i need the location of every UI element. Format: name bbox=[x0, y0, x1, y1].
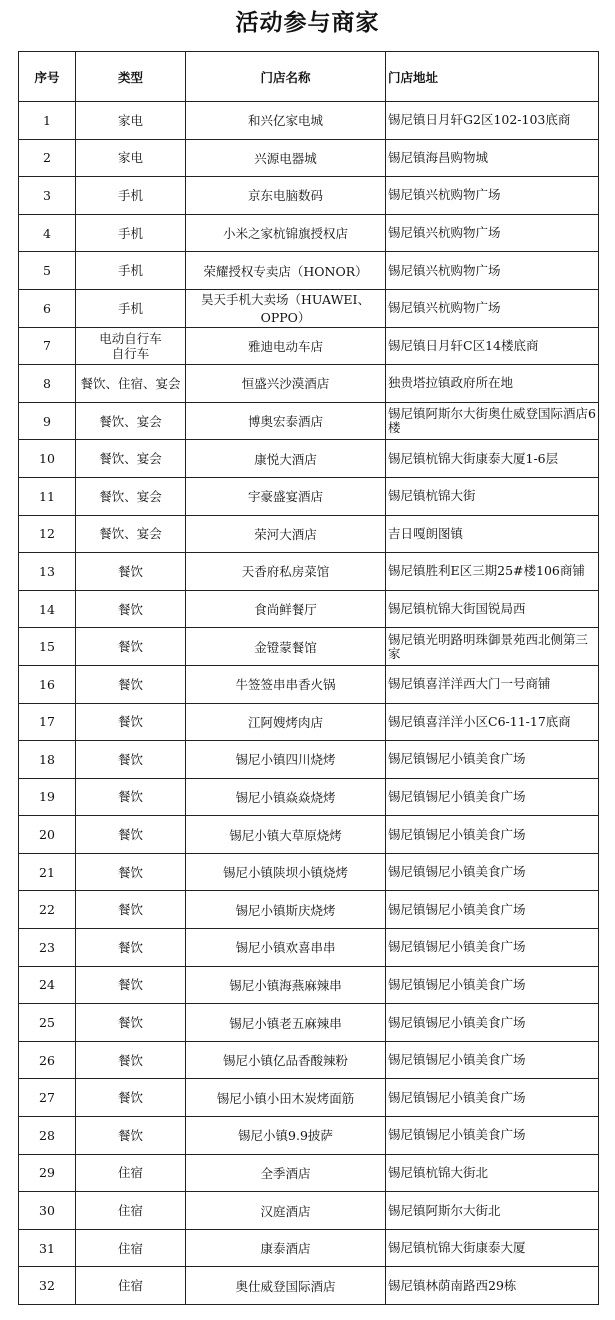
table-row bbox=[19, 929, 599, 967]
cell-store-address: 独贵塔拉镇政府所在地 bbox=[386, 365, 599, 403]
cell-type: 住宿 bbox=[76, 1267, 186, 1305]
cell-store-name: 锡尼小镇海燕麻辣串 bbox=[186, 966, 386, 1004]
cell-index: 30 bbox=[19, 1192, 76, 1230]
cell-store-name: 荣河大酒店 bbox=[186, 515, 386, 553]
merchant-table bbox=[18, 51, 599, 1305]
cell-index: 2 bbox=[19, 139, 76, 177]
cell-store-name: 天香府私房菜馆 bbox=[186, 553, 386, 591]
cell-store-name: 和兴亿家电城 bbox=[186, 102, 386, 140]
table-row bbox=[19, 402, 599, 440]
table-row bbox=[19, 327, 599, 365]
table-row bbox=[19, 289, 599, 327]
cell-store-name: 锡尼小镇老五麻辣串 bbox=[186, 1004, 386, 1042]
cell-store-name: 恒盛兴沙漠酒店 bbox=[186, 365, 386, 403]
table-row bbox=[19, 1229, 599, 1267]
cell-type: 餐饮 bbox=[76, 966, 186, 1004]
cell-type: 住宿 bbox=[76, 1154, 186, 1192]
cell-store-name: 荣耀授权专卖店（HONOR） bbox=[186, 252, 386, 290]
cell-index: 25 bbox=[19, 1004, 76, 1042]
cell-store-name: 雅迪电动车店 bbox=[186, 327, 386, 365]
cell-index: 23 bbox=[19, 929, 76, 967]
cell-store-address: 锡尼镇锡尼小镇美食广场 bbox=[386, 1079, 599, 1117]
cell-store-address: 锡尼镇阿斯尔大街奥仕威登国际酒店6楼 bbox=[386, 402, 599, 440]
cell-index: 28 bbox=[19, 1117, 76, 1155]
cell-index: 26 bbox=[19, 1041, 76, 1079]
table-row bbox=[19, 703, 599, 741]
cell-store-address: 锡尼镇杭锦大街康泰大厦 bbox=[386, 1229, 599, 1267]
cell-store-address: 锡尼镇杭锦大街康泰大厦1-6层 bbox=[386, 440, 599, 478]
table-header-row bbox=[19, 52, 599, 102]
cell-type: 家电 bbox=[76, 139, 186, 177]
cell-index: 16 bbox=[19, 665, 76, 703]
table-row bbox=[19, 853, 599, 891]
cell-store-address: 锡尼镇兴杭购物广场 bbox=[386, 214, 599, 252]
table-row bbox=[19, 816, 599, 854]
cell-index: 29 bbox=[19, 1154, 76, 1192]
cell-index: 7 bbox=[19, 327, 76, 365]
cell-store-address: 锡尼镇日月轩C区14楼底商 bbox=[386, 327, 599, 365]
cell-store-name: 兴源电器城 bbox=[186, 139, 386, 177]
table-row bbox=[19, 1117, 599, 1155]
table-row bbox=[19, 1004, 599, 1042]
cell-store-address: 锡尼镇喜洋洋小区C6-11-17底商 bbox=[386, 703, 599, 741]
cell-store-address: 锡尼镇锡尼小镇美食广场 bbox=[386, 1041, 599, 1079]
table-row bbox=[19, 665, 599, 703]
table-row bbox=[19, 590, 599, 628]
cell-index: 21 bbox=[19, 853, 76, 891]
cell-store-address: 锡尼镇锡尼小镇美食广场 bbox=[386, 741, 599, 779]
cell-store-name: 食尚鲜餐厅 bbox=[186, 590, 386, 628]
cell-store-address: 锡尼镇锡尼小镇美食广场 bbox=[386, 778, 599, 816]
cell-store-name: 锡尼小镇四川烧烤 bbox=[186, 741, 386, 779]
cell-type: 餐饮、宴会 bbox=[76, 515, 186, 553]
cell-type: 餐饮 bbox=[76, 553, 186, 591]
cell-type: 餐饮 bbox=[76, 590, 186, 628]
cell-store-name: 牛签签串串香火锅 bbox=[186, 665, 386, 703]
cell-store-name: 奥仕威登国际酒店 bbox=[186, 1267, 386, 1305]
cell-store-address: 锡尼镇胜利E区三期25#楼106商铺 bbox=[386, 553, 599, 591]
header-store-name: 门店名称 bbox=[186, 52, 386, 102]
cell-index: 19 bbox=[19, 778, 76, 816]
cell-type: 住宿 bbox=[76, 1229, 186, 1267]
cell-store-address: 锡尼镇日月轩G2区102-103底商 bbox=[386, 102, 599, 140]
table-body bbox=[19, 102, 599, 1305]
cell-store-name: 江阿嫂烤肉店 bbox=[186, 703, 386, 741]
cell-store-address: 锡尼镇阿斯尔大街北 bbox=[386, 1192, 599, 1230]
cell-index: 24 bbox=[19, 966, 76, 1004]
cell-index: 11 bbox=[19, 477, 76, 515]
table-row bbox=[19, 628, 599, 666]
table-row bbox=[19, 778, 599, 816]
cell-store-name: 锡尼小镇亿品香酸辣粉 bbox=[186, 1041, 386, 1079]
page-title: 活动参与商家 bbox=[235, 10, 380, 36]
cell-store-address: 吉日嘎朗图镇 bbox=[386, 515, 599, 553]
cell-type: 餐饮 bbox=[76, 1079, 186, 1117]
table-row bbox=[19, 891, 599, 929]
cell-index: 22 bbox=[19, 891, 76, 929]
cell-type: 餐饮 bbox=[76, 665, 186, 703]
cell-type: 餐饮 bbox=[76, 1041, 186, 1079]
cell-index: 32 bbox=[19, 1267, 76, 1305]
cell-store-address: 锡尼镇光明路明珠御景苑西北侧第三家 bbox=[386, 628, 599, 666]
header-index: 序号 bbox=[19, 52, 76, 102]
cell-store-address: 锡尼镇锡尼小镇美食广场 bbox=[386, 891, 599, 929]
cell-type: 餐饮 bbox=[76, 778, 186, 816]
table-row bbox=[19, 1041, 599, 1079]
cell-index: 18 bbox=[19, 741, 76, 779]
table-row bbox=[19, 252, 599, 290]
table-row bbox=[19, 177, 599, 215]
cell-store-name: 汉庭酒店 bbox=[186, 1192, 386, 1230]
cell-index: 9 bbox=[19, 402, 76, 440]
cell-index: 14 bbox=[19, 590, 76, 628]
cell-store-name: 锡尼小镇9.9披萨 bbox=[186, 1117, 386, 1155]
cell-store-address: 锡尼镇兴杭购物广场 bbox=[386, 177, 599, 215]
table-row bbox=[19, 1192, 599, 1230]
cell-store-name: 全季酒店 bbox=[186, 1154, 386, 1192]
table-row bbox=[19, 139, 599, 177]
cell-type: 餐饮 bbox=[76, 1004, 186, 1042]
cell-index: 20 bbox=[19, 816, 76, 854]
cell-type: 手机 bbox=[76, 177, 186, 215]
cell-index: 13 bbox=[19, 553, 76, 591]
cell-index: 3 bbox=[19, 177, 76, 215]
cell-type: 餐饮 bbox=[76, 853, 186, 891]
table-row bbox=[19, 365, 599, 403]
cell-type: 电动自行车 自行车 bbox=[76, 327, 186, 365]
table-row bbox=[19, 966, 599, 1004]
cell-store-name: 锡尼小镇小田木炭烤面筋 bbox=[186, 1079, 386, 1117]
cell-type: 餐饮 bbox=[76, 741, 186, 779]
cell-type: 家电 bbox=[76, 102, 186, 140]
cell-type: 餐饮 bbox=[76, 891, 186, 929]
table-row bbox=[19, 477, 599, 515]
cell-store-address: 锡尼镇锡尼小镇美食广场 bbox=[386, 966, 599, 1004]
cell-store-address: 锡尼镇锡尼小镇美食广场 bbox=[386, 929, 599, 967]
table-row bbox=[19, 741, 599, 779]
cell-type: 住宿 bbox=[76, 1192, 186, 1230]
cell-store-address: 锡尼镇林荫南路西29栋 bbox=[386, 1267, 599, 1305]
cell-store-name: 锡尼小镇欢喜串串 bbox=[186, 929, 386, 967]
cell-store-address: 锡尼镇海昌购物城 bbox=[386, 139, 599, 177]
table-row bbox=[19, 1267, 599, 1305]
cell-store-name: 康泰酒店 bbox=[186, 1229, 386, 1267]
cell-type: 手机 bbox=[76, 214, 186, 252]
table-row bbox=[19, 440, 599, 478]
header-store-address: 门店地址 bbox=[386, 52, 599, 102]
cell-store-address: 锡尼镇喜洋洋西大门一号商铺 bbox=[386, 665, 599, 703]
cell-store-name: 昊天手机大卖场（HUAWEI、OPPO） bbox=[186, 289, 386, 327]
cell-index: 17 bbox=[19, 703, 76, 741]
cell-store-address: 锡尼镇杭锦大街北 bbox=[386, 1154, 599, 1192]
cell-type: 餐饮 bbox=[76, 929, 186, 967]
cell-index: 6 bbox=[19, 289, 76, 327]
cell-index: 1 bbox=[19, 102, 76, 140]
cell-store-address: 锡尼镇锡尼小镇美食广场 bbox=[386, 853, 599, 891]
cell-index: 4 bbox=[19, 214, 76, 252]
cell-store-address: 锡尼镇锡尼小镇美食广场 bbox=[386, 1117, 599, 1155]
cell-store-address: 锡尼镇杭锦大街国锐局西 bbox=[386, 590, 599, 628]
table-row bbox=[19, 214, 599, 252]
cell-type: 餐饮 bbox=[76, 703, 186, 741]
cell-store-address: 锡尼镇杭锦大街 bbox=[386, 477, 599, 515]
cell-index: 27 bbox=[19, 1079, 76, 1117]
cell-type: 餐饮、宴会 bbox=[76, 402, 186, 440]
cell-index: 8 bbox=[19, 365, 76, 403]
table-row bbox=[19, 1154, 599, 1192]
cell-type: 餐饮、住宿、宴会 bbox=[76, 365, 186, 403]
table-row bbox=[19, 553, 599, 591]
cell-index: 10 bbox=[19, 440, 76, 478]
table-row bbox=[19, 515, 599, 553]
cell-type: 餐饮 bbox=[76, 1117, 186, 1155]
cell-index: 15 bbox=[19, 628, 76, 666]
cell-store-name: 宇豪盛宴酒店 bbox=[186, 477, 386, 515]
cell-store-address: 锡尼镇兴杭购物广场 bbox=[386, 252, 599, 290]
cell-store-name: 金镫蒙餐馆 bbox=[186, 628, 386, 666]
cell-store-name: 京东电脑数码 bbox=[186, 177, 386, 215]
cell-store-name: 锡尼小镇大草原烧烤 bbox=[186, 816, 386, 854]
table-row bbox=[19, 102, 599, 140]
cell-type: 餐饮、宴会 bbox=[76, 440, 186, 478]
cell-store-name: 锡尼小镇斯庆烧烤 bbox=[186, 891, 386, 929]
cell-type: 餐饮 bbox=[76, 816, 186, 854]
table-row bbox=[19, 1079, 599, 1117]
cell-index: 5 bbox=[19, 252, 76, 290]
cell-store-address: 锡尼镇锡尼小镇美食广场 bbox=[386, 816, 599, 854]
cell-store-name: 博奥宏泰酒店 bbox=[186, 402, 386, 440]
cell-type: 餐饮 bbox=[76, 628, 186, 666]
cell-store-name: 小米之家杭锦旗授权店 bbox=[186, 214, 386, 252]
cell-index: 12 bbox=[19, 515, 76, 553]
cell-index: 31 bbox=[19, 1229, 76, 1267]
cell-type: 餐饮、宴会 bbox=[76, 477, 186, 515]
cell-store-address: 锡尼镇兴杭购物广场 bbox=[386, 289, 599, 327]
cell-store-name: 康悦大酒店 bbox=[186, 440, 386, 478]
cell-type: 手机 bbox=[76, 289, 186, 327]
cell-type: 手机 bbox=[76, 252, 186, 290]
cell-store-name: 锡尼小镇陕坝小镇烧烤 bbox=[186, 853, 386, 891]
cell-store-name: 锡尼小镇焱焱烧烤 bbox=[186, 778, 386, 816]
header-type: 类型 bbox=[76, 52, 186, 102]
cell-store-address: 锡尼镇锡尼小镇美食广场 bbox=[386, 1004, 599, 1042]
